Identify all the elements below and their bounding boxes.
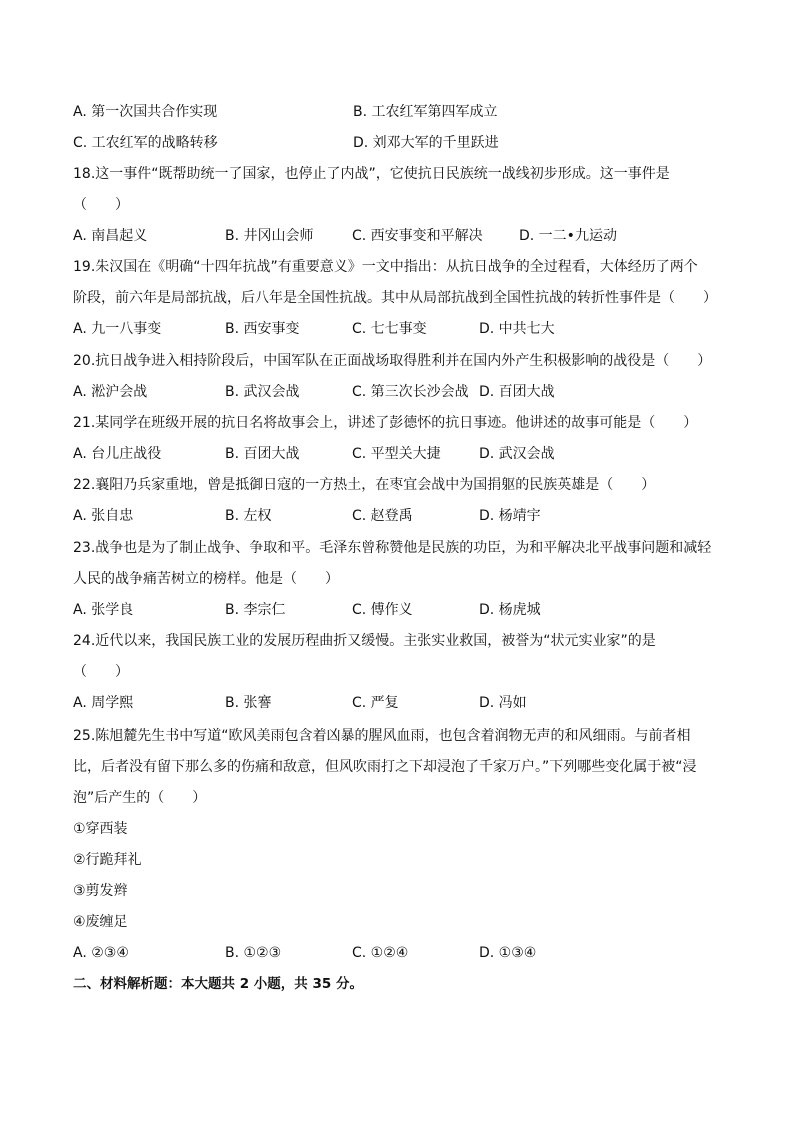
q25-stem-line-1: 25.陈旭麓先生书中写道“欧风美雨包含着凶暴的腥风血雨，也包含着润物无声的和风细雨。与前者相 <box>73 728 691 744</box>
q25-option-a: A. ②③④ <box>73 945 129 961</box>
q24-option-c: C. 严复 <box>352 695 399 711</box>
q24-option-d: D. 冯如 <box>479 695 527 711</box>
q21-stem-line-1: 21.某同学在班级开展的抗日名将故事会上，讲述了彭德怀的抗日事迹。他讲述的故事可能是（ ） <box>73 415 698 431</box>
q17-option-c: C. 工农红军的战略转移 <box>73 135 218 151</box>
q19-option-a: A. 九一八事变 <box>73 321 162 337</box>
q17-option-b: B. 工农红军第四军成立 <box>353 104 498 120</box>
q19-stem-line-1: 19.朱汉国在《明确“十四年抗战”有重要意义》一文中指出：从抗日战争的全过程看，大体经历了两个 <box>73 259 698 275</box>
q24-stem-line-1: 24.近代以来，我国民族工业的发展历程曲折又缓慢。主张实业救国，被誉为“状元实业家”的是 <box>73 633 656 649</box>
q22-option-b: B. 左权 <box>225 508 272 524</box>
q22-stem-line-1: 22.襄阳乃兵家重地，曾是抵御日寇的一方热土，在枣宜会战中为国捐躯的民族英雄是（ ） <box>73 477 656 493</box>
q23-option-b: B. 李宗仁 <box>225 602 286 618</box>
q20-option-b: B. 武汉会战 <box>225 384 300 400</box>
q25-option-d: D. ①③④ <box>479 945 537 961</box>
q23-option-c: C. 傅作义 <box>352 602 413 618</box>
q24-option-b: B. 张謇 <box>225 695 272 711</box>
q17-option-a: A. 第一次国共合作实现 <box>73 104 218 120</box>
q18-option-a: A. 南昌起义 <box>73 228 148 244</box>
q25-item-2: ②行跪拜礼 <box>73 852 142 868</box>
q23-option-a: A. 张学良 <box>73 602 134 618</box>
q19-stem-line-2: 阶段，前六年是局部抗战，后八年是全国性抗战。其中从局部抗战到全国性抗战的转折性事件是（ ） <box>73 290 717 306</box>
q19-option-b: B. 西安事变 <box>225 321 300 337</box>
q18-stem-line-1: 18.这一事件“既帮助统一了国家，也停止了内战”，它使抗日民族统一战线初步形成。这一事件是 <box>73 166 670 182</box>
q21-option-d: D. 武汉会战 <box>479 446 555 462</box>
q20-option-d: D. 百团大战 <box>479 384 555 400</box>
q18-option-d: D. 一二•九运动 <box>519 228 617 244</box>
q22-option-d: D. 杨靖宇 <box>479 508 541 524</box>
q23-stem-line-1: 23.战争也是为了制止战争、争取和平。毛泽东曾称赞他是民族的功臣，为和平解决北平战事问题和减轻 <box>73 540 712 556</box>
q25-item-3: ③剪发辫 <box>73 883 128 899</box>
q22-option-a: A. 张自忠 <box>73 508 134 524</box>
q22-option-c: C. 赵登禹 <box>352 508 413 524</box>
q17-option-d: D. 刘邓大军的千里跃进 <box>353 135 499 151</box>
q25-item-4: ④废缠足 <box>73 914 128 930</box>
q24-stem-line-2: （ ） <box>73 664 129 680</box>
q21-option-c: C. 平型关大捷 <box>352 446 441 462</box>
q19-option-d: D. 中共七大 <box>479 321 555 337</box>
q24-option-a: A. 周学熙 <box>73 695 134 711</box>
q25-option-c: C. ①②④ <box>352 945 409 961</box>
q25-item-1: ①穿西装 <box>73 821 128 837</box>
q18-option-b: B. 井冈山会师 <box>225 228 314 244</box>
q21-option-b: B. 百团大战 <box>225 446 300 462</box>
q18-option-c: C. 西安事变和平解决 <box>352 228 483 244</box>
section-2-heading: 二、材料解析题：本大题共 2 小题，共 35 分。 <box>73 976 363 992</box>
q18-stem-line-2: （ ） <box>73 197 129 213</box>
q20-stem-line-1: 20.抗日战争进入相持阶段后，中国军队在正面战场取得胜利并在国内外产生积极影响的战役是（ ） <box>73 353 712 369</box>
q23-option-d: D. 杨虎城 <box>479 602 541 618</box>
q21-option-a: A. 台儿庄战役 <box>73 446 162 462</box>
q20-option-c: C. 第三次长沙会战 <box>352 384 469 400</box>
q23-stem-line-2: 人民的战争痛苦树立的榜样。他是（ ） <box>73 571 339 587</box>
q19-option-c: C. 七七事变 <box>352 321 427 337</box>
q25-option-b: B. ①②③ <box>225 945 282 961</box>
q20-option-a: A. 淞沪会战 <box>73 384 148 400</box>
q25-stem-line-3: 泡”后产生的（ ） <box>73 790 207 806</box>
q25-stem-line-2: 比，后者没有留下那么多的伤痛和敌意，但风吹雨打之下却浸泡了千家万户。”下列哪些变化属于被“浸 <box>73 759 697 775</box>
